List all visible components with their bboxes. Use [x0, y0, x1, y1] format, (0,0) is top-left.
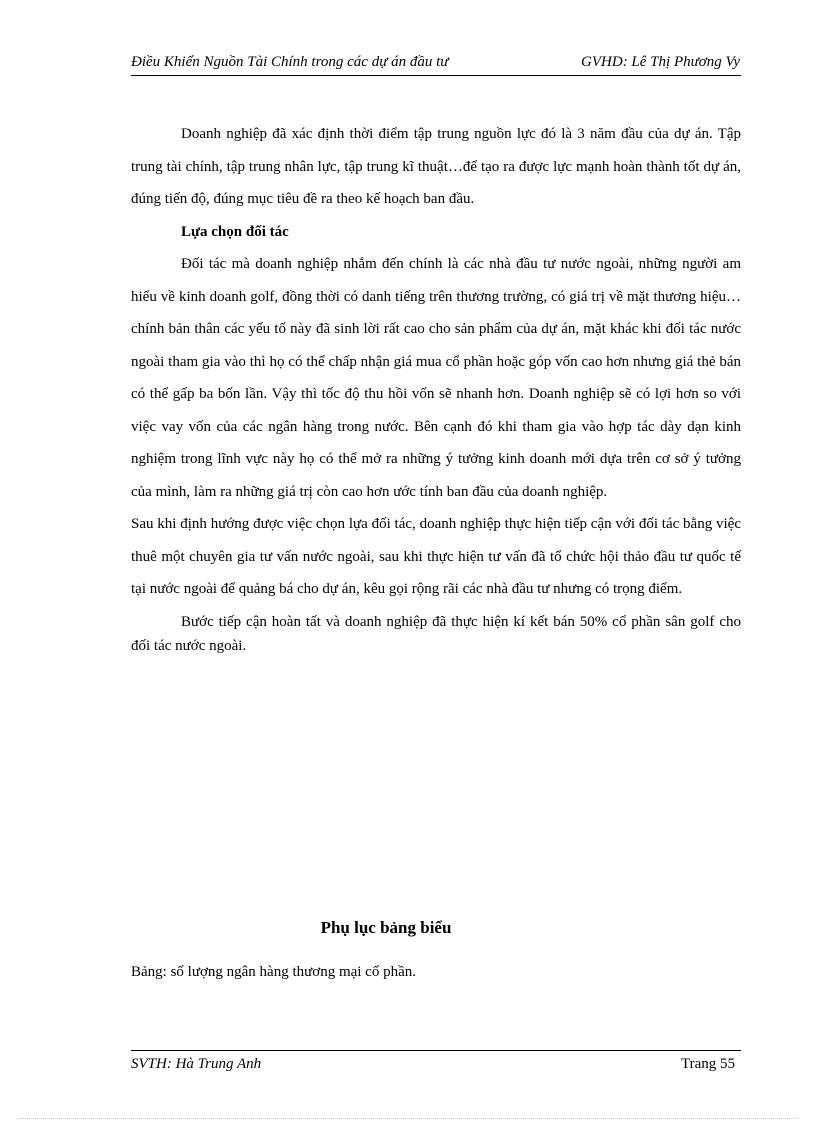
paragraph-partner-approach: Sau khi định hướng được việc chọn lựa đối tác, doanh nghiệp thực hiện tiếp cận với đối tác bằng việc thuê một chuyên gia tư vấn nước ngoài, sau khi thực hiện tư vấn đã tổ chức hội thảo đầu tư quốc tế tại nước ngoài để quảng bá cho dự án, kêu gọi rộng rãi các nhà đầu tư nhưng có trọng điểm.: [131, 516, 741, 597]
paragraph-deal-completion: Bước tiếp cận hoàn tất và doanh nghiệp đã thực hiện kí kết bán 50% cổ phần sân golf cho đối tác nước ngoài.: [131, 613, 741, 654]
footer-student-name: SVTH: Hà Trung Anh: [131, 1056, 262, 1072]
section-subheading: Lựa chọn đối tác: [181, 223, 289, 240]
table-caption: Bảng: số lượng ngân hàng thương mại cổ phần.: [131, 964, 416, 980]
page-footer: [131, 1054, 740, 1074]
page-header: [131, 52, 740, 72]
page-edge-divider: [18, 1118, 798, 1119]
paragraph-focus-period: Doanh nghiệp đã xác định thời điểm tập trung nguồn lực đó là 3 năm đầu của dự án. Tập trung tài chính, tập trung nhân lực, tập trung kĩ thuật…để tạo ra được lực mạnh hoàn thành tốt dự án, đúng tiến độ, đúng mục tiêu đề ra theo kế hoạch ban đầu.: [131, 126, 741, 207]
header-supervisor: GVHD: Lê Thị Phương Vy: [581, 54, 740, 70]
page-body: [131, 118, 741, 658]
header-divider: [131, 75, 741, 76]
footer-divider: [131, 1050, 741, 1051]
footer-page-number: Trang 55: [680, 1056, 735, 1072]
appendix-title: Phụ lục bảng biểu: [320, 918, 452, 937]
paragraph-partner-selection: Đối tác mà doanh nghiệp nhắm đến chính là các nhà đầu tư nước ngoài, những người am hiểu về kinh doanh golf, đồng thời có danh tiếng trên thương trường, có giá trị về mặt thương hiệu…chính bản thân các yếu tố này đã sinh lời rất cao cho sản phẩm của dự án, mặt khác khi đối tác nước ngoài tham gia vào thì họ có thể chấp nhận giá mua cổ phần hoặc góp vốn cao hơn nhưng giá thẻ bán có thể gấp ba bốn lần. Vậy thì tốc độ thu hồi vốn sẽ nhanh hơn. Doanh nghiệp sẽ có lợi hơn so với việc vay vốn của các ngân hàng trong nước. Bên cạnh đó khi tham gia vào hợp tác dày dạn kinh nghiệm trong lĩnh vực này họ có thể mở ra những ý tưởng kinh doanh mới dựa trên cơ sở ý tưởng của mình, làm ra những giá trị còn cao hơn ước tính ban đầu của doanh nghiệp.: [131, 256, 741, 500]
header-document-title: Điều Khiển Nguồn Tài Chính trong các dự án đầu tư: [131, 54, 449, 70]
